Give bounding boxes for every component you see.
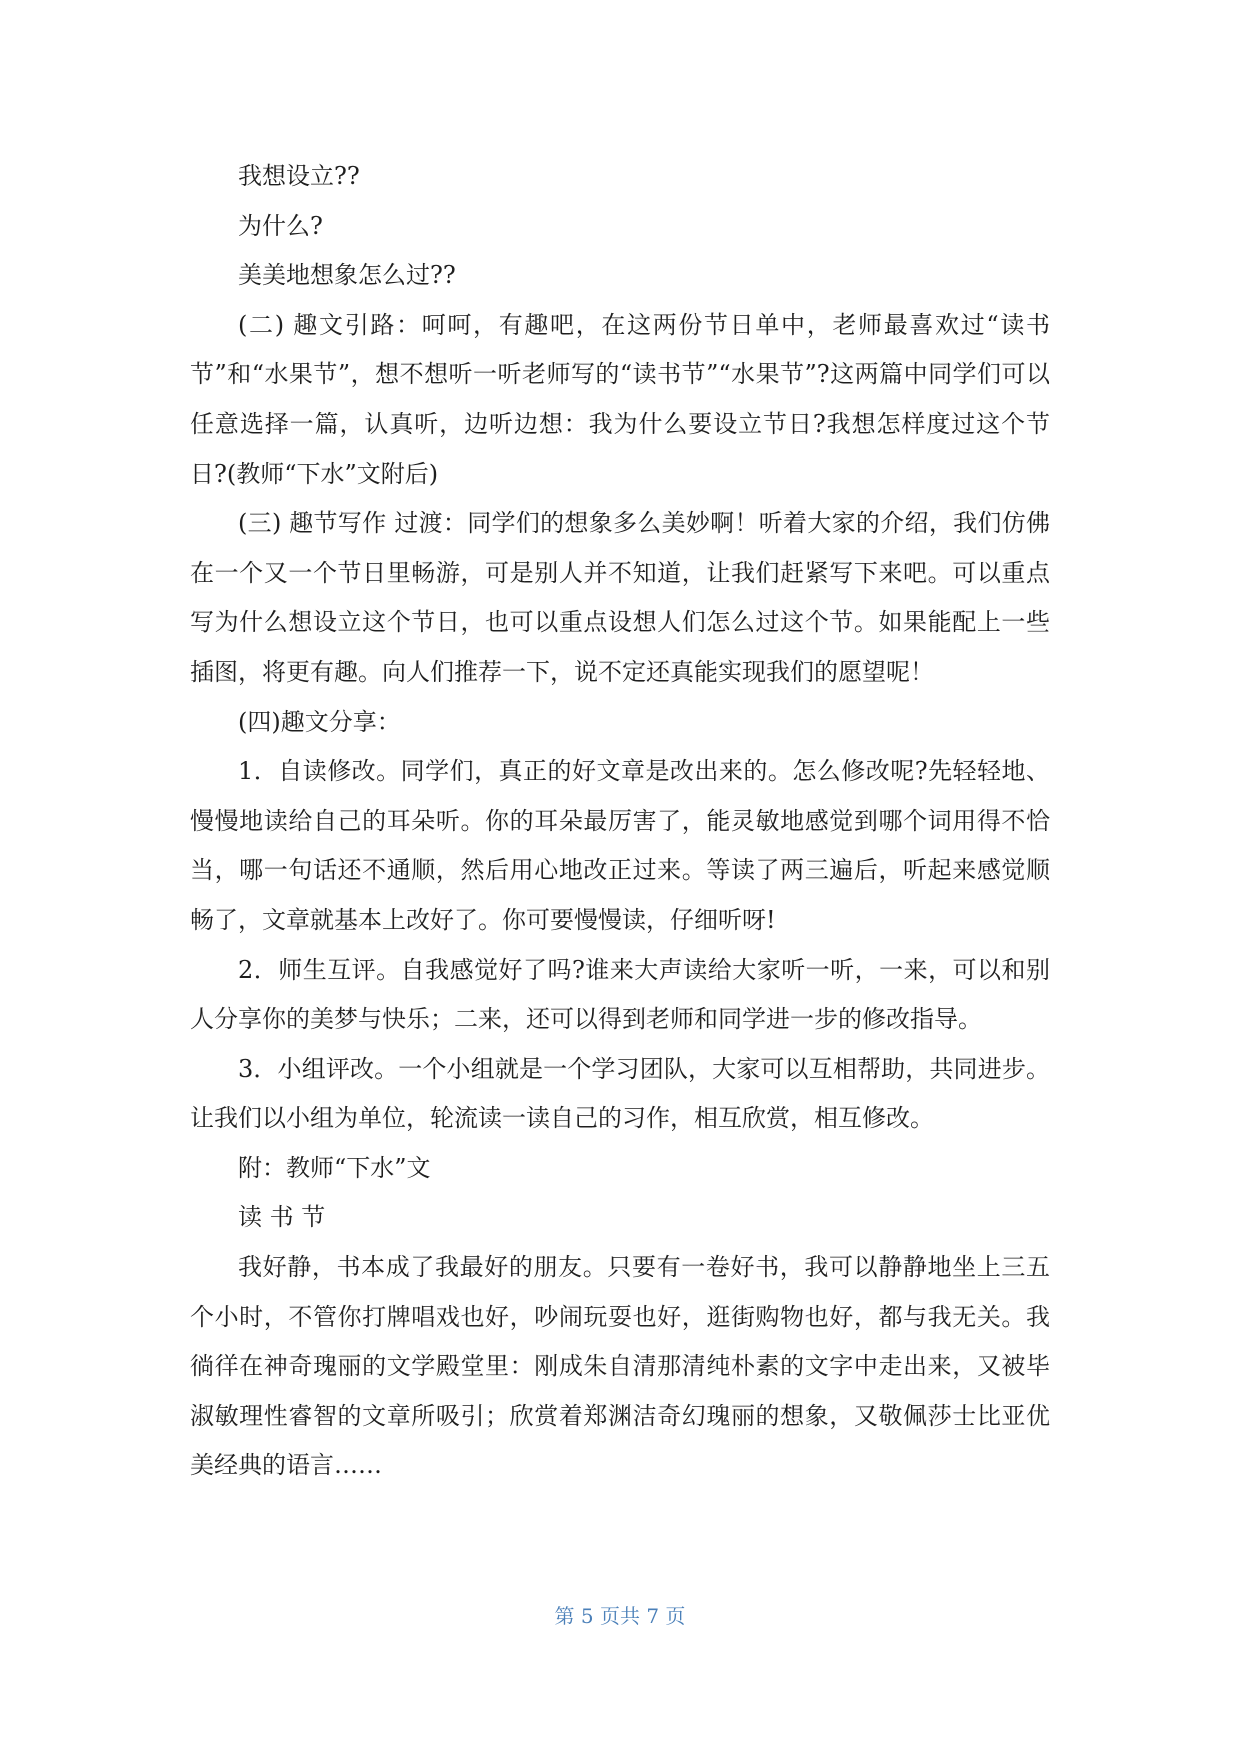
paragraph: 我好静，书本成了我最好的朋友。只要有一卷好书，我可以静静地坐上三五个小时，不管你打牌唱戏也好，吵闹玩耍也好，逛街购物也好，都与我无关。我徜徉在神奇瑰丽的文学殿堂里：刚成朱自清那清纯朴素的文字中走出来，又被毕淑敏理性睿智的文章所吸引；欣赏着郑渊洁奇幻瑰丽的想象，又敬佩莎士比亚优美经典的语言…… (190, 1253, 1050, 1480)
paragraph: 3．小组评改。一个小组就是一个学习团队，大家可以互相帮助，共同进步。让我们以小组为单位，轮流读一读自己的习作，相互欣赏，相互修改。 (190, 1054, 1050, 1133)
paragraph: 我想设立?? (238, 162, 360, 190)
paragraph: 美美地想象怎么过?? (238, 261, 456, 290)
page-footer (0, 1600, 1240, 1629)
page-number-label: 第 5 页共 7 页 (554, 1604, 686, 1628)
essay-title: 读 书 节 (238, 1203, 326, 1232)
paragraph: (二) 趣文引路：呵呵，有趣吧，在这两份节日单中，老师最喜欢过“读书节”和“水果节”，想不想听一听老师写的“读书节”“水果节”?这两篇中同学们可以任意选择一篇，认真听，边听边想：我为什么要设立节日?我想怎样度过这个节日?(教师“下水”文附后) (190, 310, 1050, 488)
paragraph: 为什么? (238, 211, 323, 240)
paragraph: (三) 趣节写作 过渡：同学们的想象多么美妙啊！听着大家的介绍，我们仿佛在一个又一个节日里畅游，可是别人并不知道，让我们赶紧写下来吧。可以重点写为什么想设立这个节日，也可以重点设想人们怎么过这个节。如果能配上一些插图，将更有趣。向人们推荐一下，说不定还真能实现我们的愿望呢！ (190, 509, 1050, 686)
document-body (190, 152, 1050, 1491)
paragraph: 附：教师“下水”文 (238, 1153, 431, 1182)
paragraph: (四)趣文分享： (238, 707, 401, 736)
paragraph: 2．师生互评。自我感觉好了吗?谁来大声读给大家听一听，一来，可以和别人分享你的美梦与快乐；二来，还可以得到老师和同学进一步的修改指导。 (190, 955, 1050, 1034)
paragraph: 1．自读修改。同学们，真正的好文章是改出来的。怎么修改呢?先轻轻地、慢慢地读给自己的耳朵听。你的耳朵最厉害了，能灵敏地感觉到哪个词用得不恰当，哪一句话还不通顺，然后用心地改正过来。等读了两三遍后，听起来感觉顺畅了，文章就基本上改好了。你可要慢慢读，仔细听呀! (190, 757, 1050, 934)
